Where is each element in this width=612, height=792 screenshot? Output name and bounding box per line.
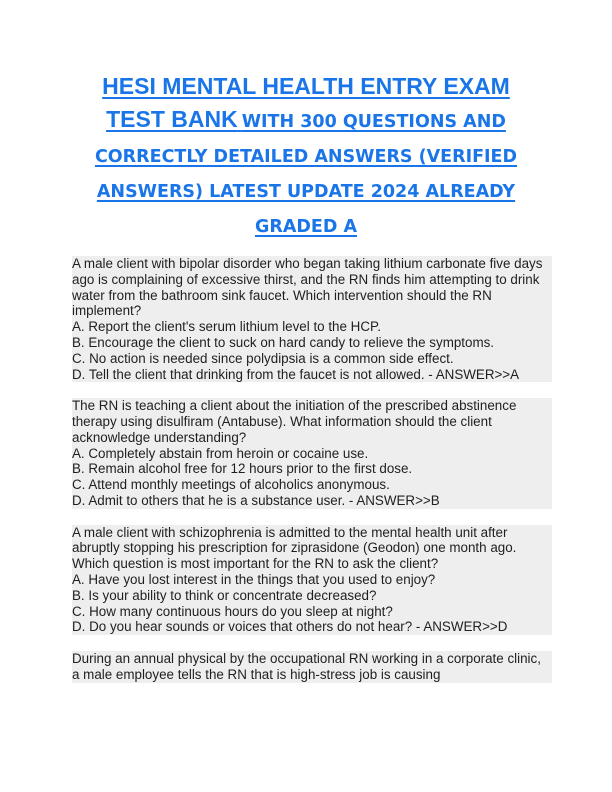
title-line-2 bbox=[60, 102, 552, 140]
question-option: C. No action is needed since polydipsia is a common side effect. bbox=[72, 351, 552, 367]
question-option-answer: D. Tell the client that drinking from the faucet is not allowed. - ANSWER>>A bbox=[72, 367, 552, 383]
question-stem: During an annual physical by the occupational RN working in a corporate clinic, a male employee tells the RN that is high-stress job is causing bbox=[72, 651, 552, 683]
question-stem: The RN is teaching a client about the initiation of the prescribed abstinence therapy using disulfiram (Antabuse). What information should the client acknowledge understanding? bbox=[72, 398, 552, 445]
question-option-answer: D. Do you hear sounds or voices that others do not hear? - ANSWER>>D bbox=[72, 619, 552, 635]
question-2 bbox=[72, 398, 552, 509]
title-line-2-small: WITH 300 QUESTIONS AND bbox=[241, 112, 506, 132]
question-option: B. Is your ability to think or concentrate decreased? bbox=[72, 588, 552, 604]
question-option: A. Report the client's serum lithium level to the HCP. bbox=[72, 319, 552, 335]
question-3 bbox=[72, 525, 552, 636]
title-line-5: GRADED A bbox=[254, 217, 358, 237]
question-option-answer: D. Admit to others that he is a substance user. - ANSWER>>B bbox=[72, 493, 552, 509]
question-list bbox=[72, 256, 552, 698]
question-option: A. Completely abstain from heroin or cocaine use. bbox=[72, 446, 552, 462]
question-option: C. Attend monthly meetings of alcoholics anonymous. bbox=[72, 477, 552, 493]
question-option: B. Encourage the client to suck on hard candy to relieve the symptoms. bbox=[72, 335, 552, 351]
document-title bbox=[60, 70, 552, 245]
question-option: B. Remain alcohol free for 12 hours prior to the first dose. bbox=[72, 461, 552, 477]
title-line-4: ANSWERS) LATEST UPDATE 2024 ALREADY bbox=[96, 182, 516, 202]
question-1 bbox=[72, 256, 552, 382]
title-line-1: HESI MENTAL HEALTH ENTRY EXAM bbox=[102, 73, 510, 99]
question-stem: A male client with schizophrenia is admitted to the mental health unit after abruptly stopping his prescription for ziprasidone (Geodon) one month ago. Which question is most important for the RN to ask the client? bbox=[72, 525, 552, 572]
question-4 bbox=[72, 651, 552, 683]
title-line-3: CORRECTLY DETAILED ANSWERS (VERIFIED bbox=[94, 147, 518, 167]
question-option: C. How many continuous hours do you sleep at night? bbox=[72, 604, 552, 620]
title-line-2-large: TEST BANK bbox=[106, 106, 238, 132]
question-option: A. Have you lost interest in the things that you used to enjoy? bbox=[72, 572, 552, 588]
question-stem: A male client with bipolar disorder who began taking lithium carbonate five days ago is complaining of excessive thirst, and the RN finds him attempting to drink water from the bathroom sink faucet. Which intervention should the RN implement? bbox=[72, 256, 552, 319]
